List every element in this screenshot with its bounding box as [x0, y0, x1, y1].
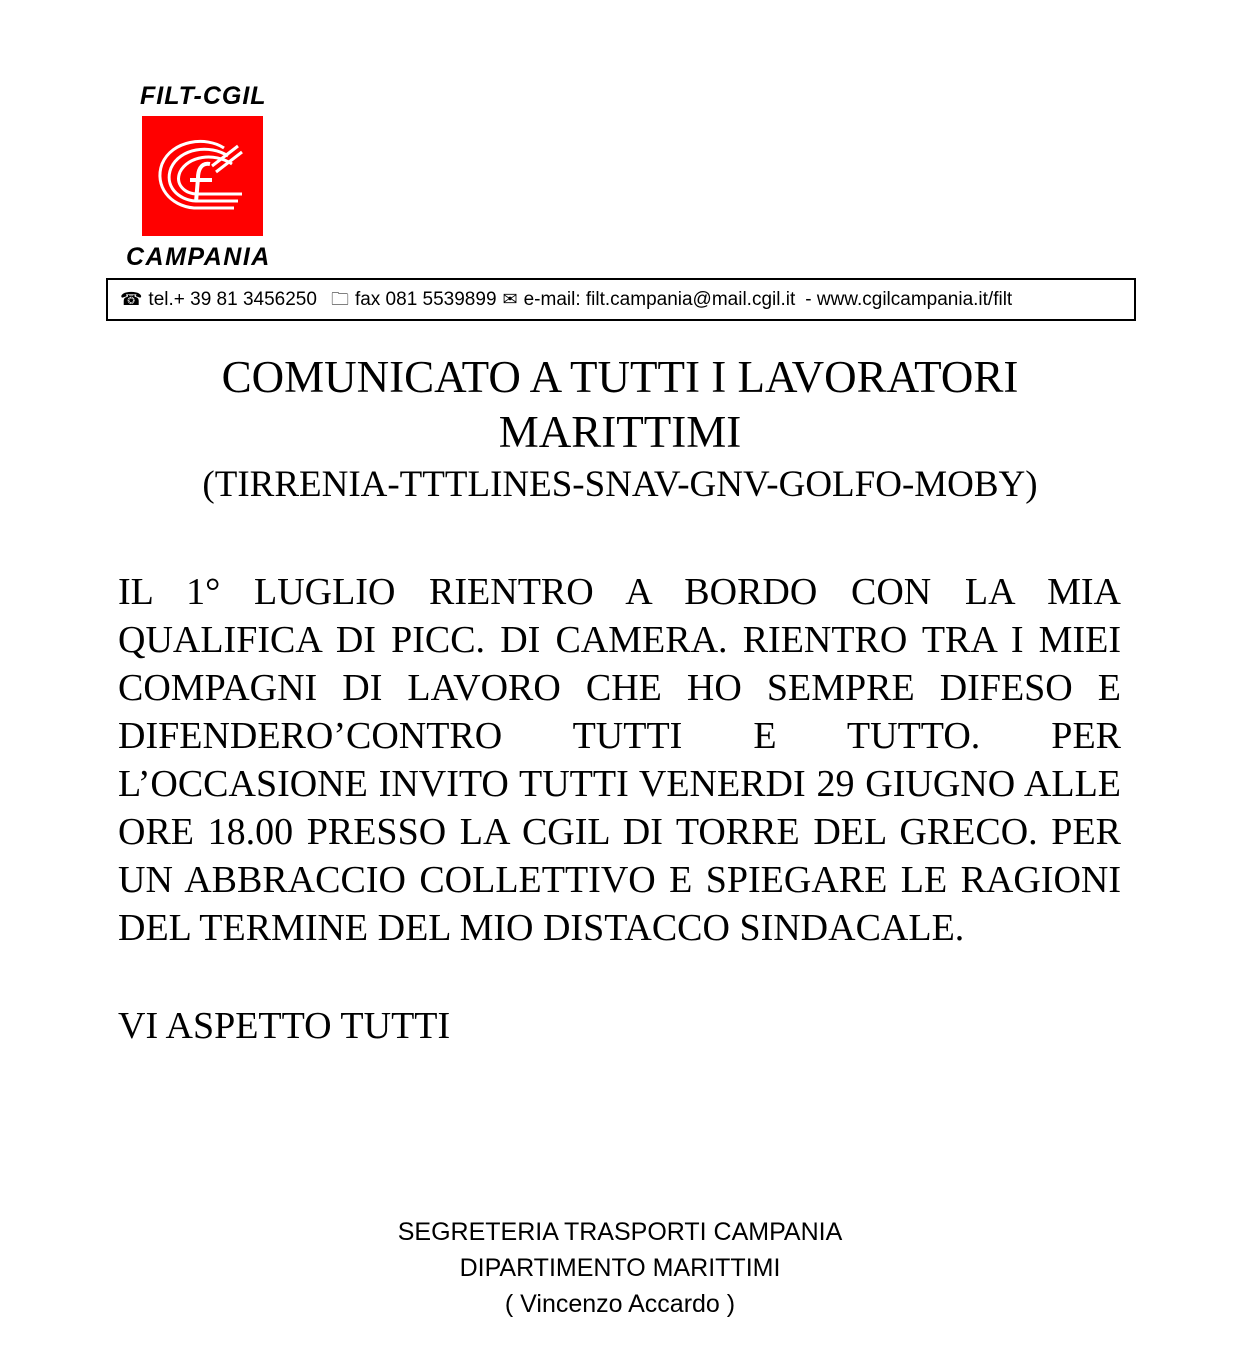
signature-name: ( Vincenzo Accardo )	[504, 1290, 736, 1318]
fax-icon: 🗀	[330, 289, 349, 309]
document-title	[0, 350, 1240, 510]
title-line-1: COMUNICATO A TUTTI I LAVORATORI	[221, 352, 1019, 402]
org-name: FILT-CGIL	[140, 82, 267, 110]
announcement-body: IL 1° LUGLIO RIENTRO A BORDO CON LA MIA QUALIFICA DI PICC. DI CAMERA. RIENTRO TRA I MIEI COMPAGNI DI LAVORO CHE HO SEMPRE DIFESO E DIFENDERO’CONTRO TUTTI E TUTTO. PER L’OCCASIONE INVITO TUTTI VENERDI 29 GIUGNO ALLE ORE 18.00 PRESSO LA CGIL DI TORRE DEL GRECO. PER UN ABBRACCIO COLLETTIVO E SPIEGARE LE RAGIONI DEL TERMINE DEL MIO DISTACCO SINDACALE.	[118, 571, 1121, 949]
filt-cgil-logo	[142, 116, 263, 236]
signature-line-1: SEGRETERIA TRASPORTI CAMPANIA	[397, 1218, 843, 1246]
signature-line-2: DIPARTIMENTO MARITTIMI	[459, 1254, 781, 1282]
title-companies: (TIRRENIA-TTTLINES-SNAV-GNV-GOLFO-MOBY)	[202, 464, 1038, 505]
contact-bar	[106, 278, 1136, 321]
org-region: CAMPANIA	[126, 243, 271, 271]
title-line-2: MARITTIMI	[498, 407, 742, 457]
website-link[interactable]: - www.cgilcampania.it/filt	[805, 289, 1013, 310]
closing-line: VI ASPETTO TUTTI	[118, 1005, 451, 1047]
telephone-icon: ☎	[120, 289, 143, 309]
envelope-icon: ✉	[502, 289, 518, 309]
phone-number: tel.+ 39 81 3456250	[148, 289, 317, 310]
fax-number: fax 081 5539899	[354, 289, 497, 310]
signature-block	[0, 1214, 1240, 1322]
email-address[interactable]: e-mail: filt.campania@mail.cgil.it	[523, 289, 796, 310]
